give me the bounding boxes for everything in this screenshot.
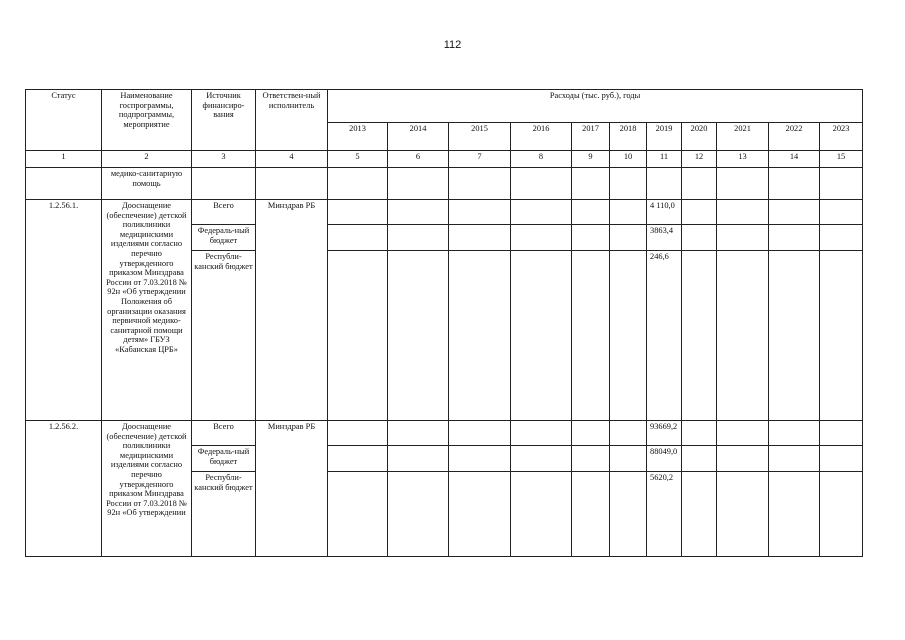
year-header: 2018 (610, 123, 647, 151)
page-number: 112 (443, 39, 462, 51)
value-2019: 5620,2 (647, 472, 682, 557)
year-header: 2014 (388, 123, 449, 151)
source-label: Федераль-ный бюджет (192, 446, 256, 472)
column-number: 5 (328, 151, 388, 168)
value-2019: 3863,4 (647, 225, 682, 251)
column-number: 10 (610, 151, 647, 168)
column-number: 6 (388, 151, 449, 168)
column-number: 11 (647, 151, 682, 168)
column-number: 4 (256, 151, 328, 168)
source-label: Всего (192, 200, 256, 225)
column-number: 15 (820, 151, 863, 168)
table-row (26, 421, 863, 446)
source-label: Республи-канский бюджет (192, 472, 256, 557)
value-2019: 88049,0 (647, 446, 682, 472)
year-header: 2015 (449, 123, 511, 151)
row-status: 1.2.56.1. (26, 200, 102, 421)
header-source: Источник финансиро-вания (192, 90, 256, 151)
year-header: 2022 (769, 123, 820, 151)
header-executor: Ответствен-ный исполнитель (256, 90, 328, 151)
year-header: 2023 (820, 123, 863, 151)
year-header: 2013 (328, 123, 388, 151)
year-header: 2020 (682, 123, 717, 151)
year-header: 2021 (717, 123, 769, 151)
column-number: 2 (102, 151, 192, 168)
column-number: 3 (192, 151, 256, 168)
source-label: Республи-канский бюджет (192, 251, 256, 421)
year-header: 2019 (647, 123, 682, 151)
column-number: 9 (572, 151, 610, 168)
continuation-row (26, 168, 863, 200)
row-executor: Минздрав РБ (256, 421, 328, 557)
continuation-name: медико-санитарную помощь (102, 168, 192, 200)
row-name: Дооснащение (обеспечение) детской поликлиники медицинскими изделиями согласно перечню утвержденного приказом Минздрава России от 7.03.2018 № 92н «Об утверждении Положения об организации оказания первичной медико-санитарной помощи детям» ГБУЗ «Кабанская ЦРБ» (102, 200, 192, 421)
header-expenses: Расходы (тыс. руб.), годы (328, 90, 863, 123)
column-number: 7 (449, 151, 511, 168)
column-number: 14 (769, 151, 820, 168)
year-header: 2016 (511, 123, 572, 151)
table-row (26, 200, 863, 225)
header-name: Наименование госпрограммы, подпрограммы, мероприятие (102, 90, 192, 151)
header-status: Статус (26, 90, 102, 151)
column-number: 13 (717, 151, 769, 168)
value-2019: 4 110,0 (647, 200, 682, 225)
row-executor: Минздрав РБ (256, 200, 328, 421)
source-label: Федераль-ный бюджет (192, 225, 256, 251)
header-row (26, 90, 863, 123)
value-2019: 246,6 (647, 251, 682, 421)
year-header: 2017 (572, 123, 610, 151)
source-label: Всего (192, 421, 256, 446)
row-name: Дооснащение (обеспечение) детской поликлиники медицинскими изделиями согласно перечню утвержденного приказом Минздрава России от 7.03.2018 № 92н «Об утверждении (102, 421, 192, 557)
column-number: 1 (26, 151, 102, 168)
value-2019: 93669,2 (647, 421, 682, 446)
column-number: 8 (511, 151, 572, 168)
column-number: 12 (682, 151, 717, 168)
budget-table (25, 89, 863, 557)
row-status: 1.2.56.2. (26, 421, 102, 557)
column-numbers-row (26, 151, 863, 168)
